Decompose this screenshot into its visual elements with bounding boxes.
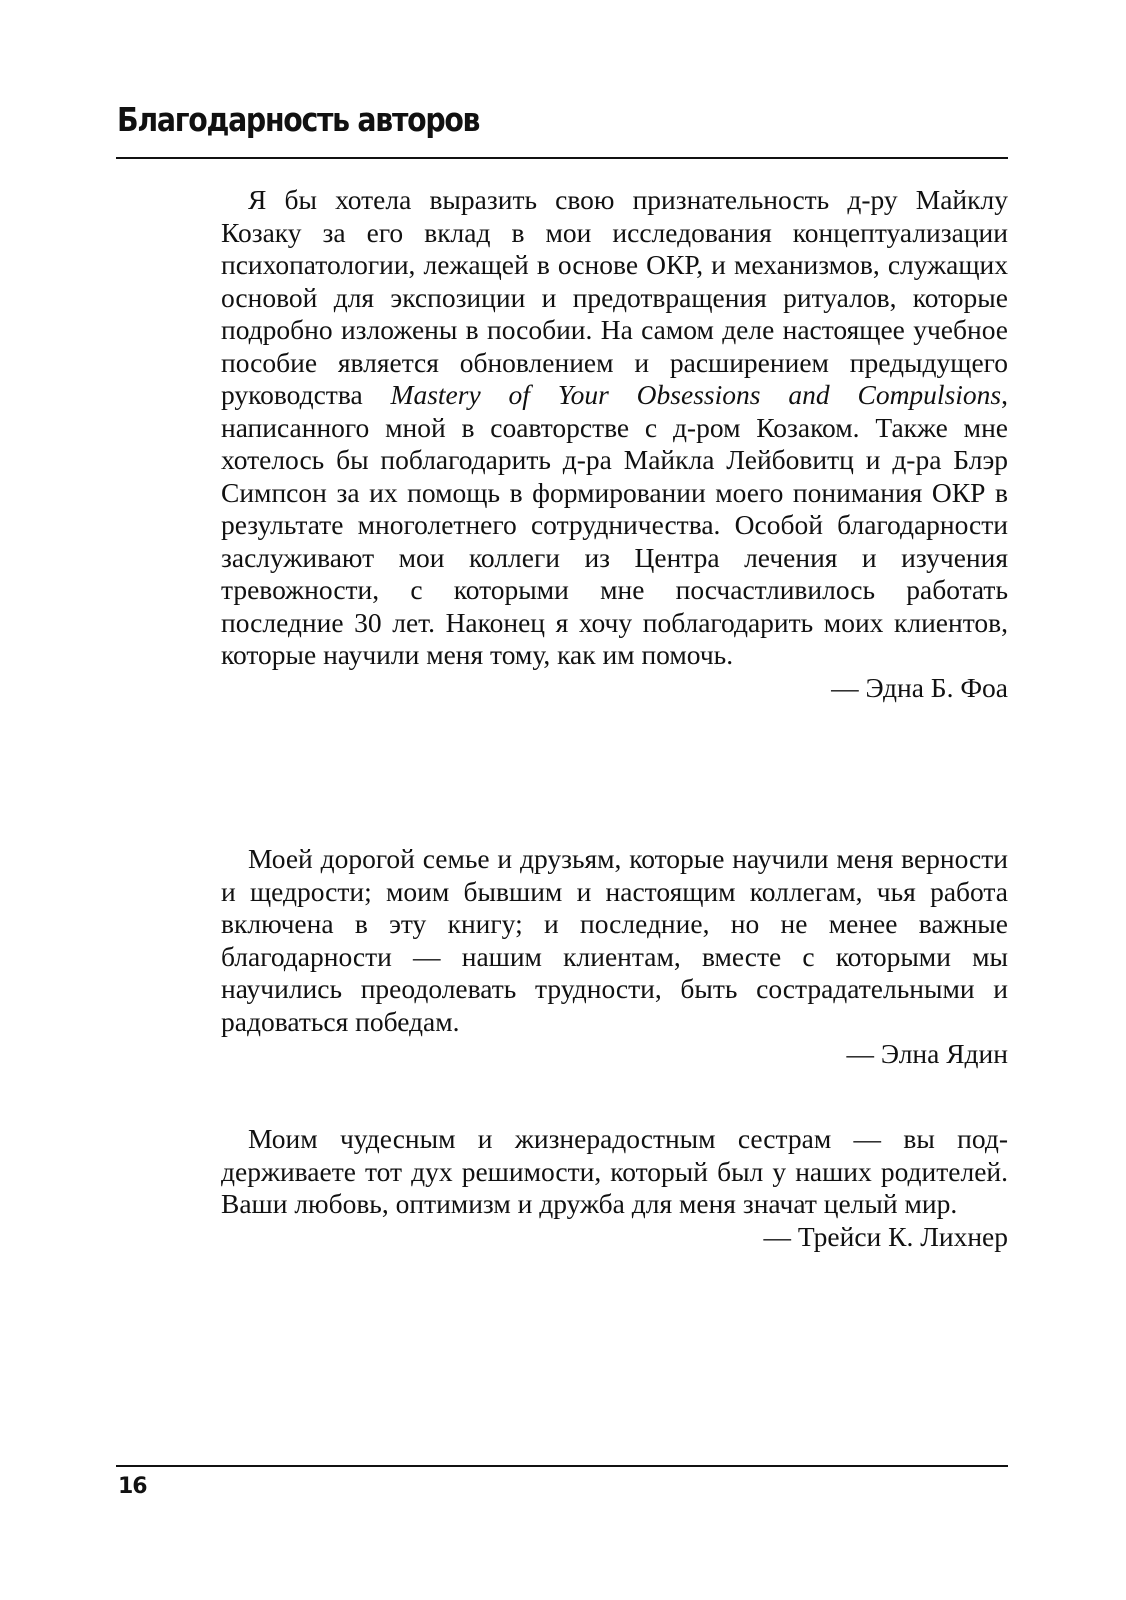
footer-rule: [116, 1465, 1008, 1467]
acknowledgment-text-part: Я бы хотела выразить свою признательность д-ру Майклу Козаку за его вклад в мои исследования концептуализации психопатологии, лежащей в основе ОКР, и механизмов, служащих основой для экспозиции и предотвращения ритуалов, которые подробно изложены в пособии. На самом деле настоящее учебное пособие является обновлением и расширением предыдущего руководства: [221, 184, 1008, 410]
page-number: 16: [118, 1474, 147, 1499]
acknowledgment-text: Моей дорогой семье и друзьям, которые научили меня верности и щедрости; моим бывшим и настоящим коллегам, чья работа включена в эту книгу; и последние, но не менее важные благодарности — нашим клиентам, вместе с которыми мы научились преодолевать трудности, быть сострадательными и радоваться победам.: [221, 843, 1008, 1037]
acknowledgment-text-part: , написанного мной в соавторстве с д-ром Козаком. Также мне хотелось бы поблагодарить д-ра Майкла Лейбовитц и д-ра Блэр Симпсон за их помощь в формировании моего понимания ОКР в результате многолетнего сотрудничества. Особой благодарности заслуживают мои коллеги из Центра лечения и изучения тревожности, с которыми мне посчастливилось работать последние 30 лет. Наконец я хочу поблагодарить моих клиентов, которые научили меня тому, как им помочь.: [221, 379, 1008, 670]
acknowledgment-text: [221, 184, 1008, 672]
book-title: Mastery of Your Obsessions and Compulsions: [390, 379, 1002, 410]
acknowledgment-yadin: [221, 843, 1008, 1071]
signature: — Элна Ядин: [846, 1038, 1008, 1069]
page-title: Благодарность авторов: [117, 100, 480, 139]
signature: — Трейси К. Лихнер: [763, 1220, 1008, 1252]
title-rule: [116, 157, 1008, 159]
signature: — Эдна Б. Фоа: [831, 671, 1008, 703]
acknowledgment-foa: [221, 184, 1008, 704]
acknowledgment-text: Моим чудесным и жизнерадостным сестрам — вы поддерживаете тот дух решимости, который был у наших родителей. Ваши любовь, оптимизм и дружба для меня значат целый мир.: [221, 1123, 1008, 1219]
acknowledgment-lichner: [221, 1123, 1008, 1253]
